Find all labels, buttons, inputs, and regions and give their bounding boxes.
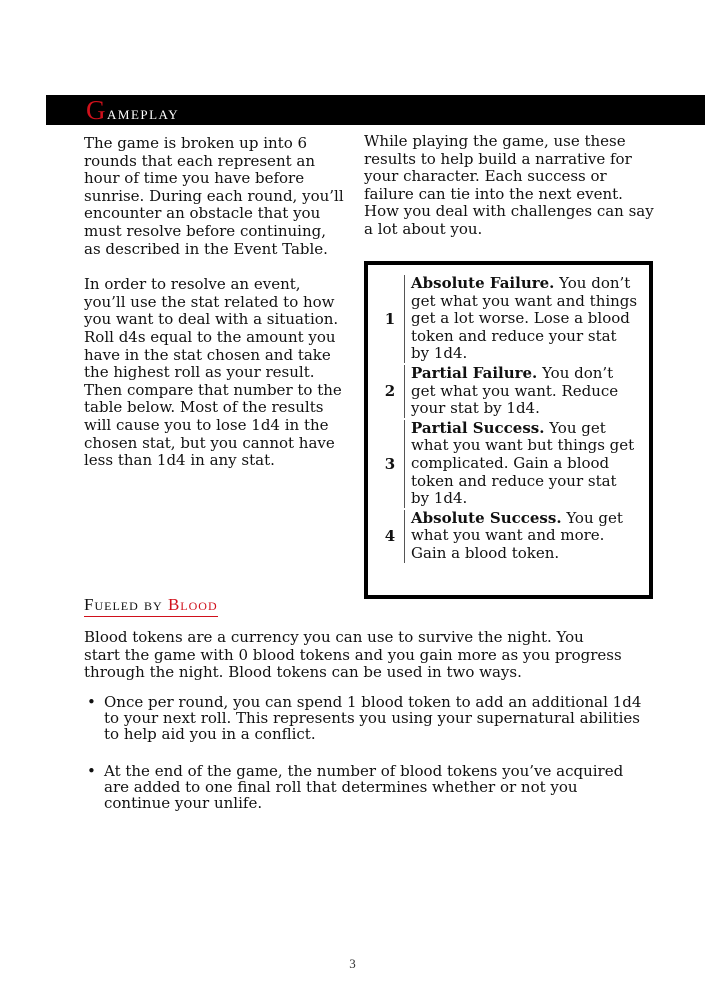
- paragraph-resolve-event: In order to resolve an event, you’ll use the stat related to how you want to deal with a situation. Roll d4s equal to the amount you have in the stat chosen and take the highest roll as your result. Then compare that number to the table below. Most of the results will cause you to lose 1d4 in the chosen stat, but you cannot have less than 1d4 in any stat.: [84, 275, 342, 470]
- results-table: [376, 275, 638, 565]
- result-description: Absolute Failure. You don’t get what you want and things get a lot worse. Lose a blood token and reduce your stat by 1d4.: [404, 275, 638, 363]
- result-description: Partial Success. You get what you want but things get complicated. Gain a blood token and reduce your stat by 1d4.: [404, 420, 638, 508]
- right-column: [364, 133, 654, 239]
- table-row: [376, 275, 638, 363]
- section-banner: [46, 95, 705, 125]
- table-row: [376, 420, 638, 508]
- bullet-icon: •: [87, 762, 96, 780]
- result-number: 2: [384, 382, 396, 401]
- list-item: • Once per round, you can spend 1 blood token to add an additional 1d4 to your next roll. This represents you using your supernatural abilities to help aid you in a conflict.: [87, 693, 642, 743]
- section-title-fueled-by-blood: Fueled by Blood: [84, 594, 218, 617]
- result-number: 4: [384, 527, 396, 546]
- result-description: Absolute Success. You get what you want and more. Gain a blood token.: [404, 510, 638, 563]
- page-number: 3: [349, 956, 356, 971]
- bullet-icon: •: [87, 693, 96, 711]
- paragraph-rounds: The game is broken up into 6 rounds that each represent an hour of time you have before sunrise. During each round, you’ll encounter an obstacle that you must resolve before continuing, as described in the Event Table.: [84, 134, 344, 258]
- result-number: 3: [384, 454, 396, 473]
- paragraph-narrative: While playing the game, use these results to help build a narrative for your character. Each success or failure can tie into the next event. How you deal with challenges can say a lot about you.: [364, 132, 654, 238]
- result-description: Partial Failure. You don’t get what you want. Reduce your stat by 1d4.: [404, 365, 638, 418]
- blood-token-uses-list: [84, 694, 644, 832]
- table-row: [376, 365, 638, 418]
- section-title-gameplay: Gameplay: [86, 95, 180, 125]
- left-column: [84, 135, 346, 470]
- list-item: • At the end of the game, the number of blood tokens you’ve acquired are added to one final roll that determines whether or not you continue your unlife.: [87, 762, 624, 812]
- blood-tokens-intro: Blood tokens are a currency you can use to survive the night. You start the game with 0 blood tokens and you gain more as you progress through the night. Blood tokens can be used in two ways.: [84, 628, 622, 682]
- results-table-box: [364, 261, 653, 599]
- result-number: 1: [384, 309, 396, 328]
- table-row: [376, 510, 638, 563]
